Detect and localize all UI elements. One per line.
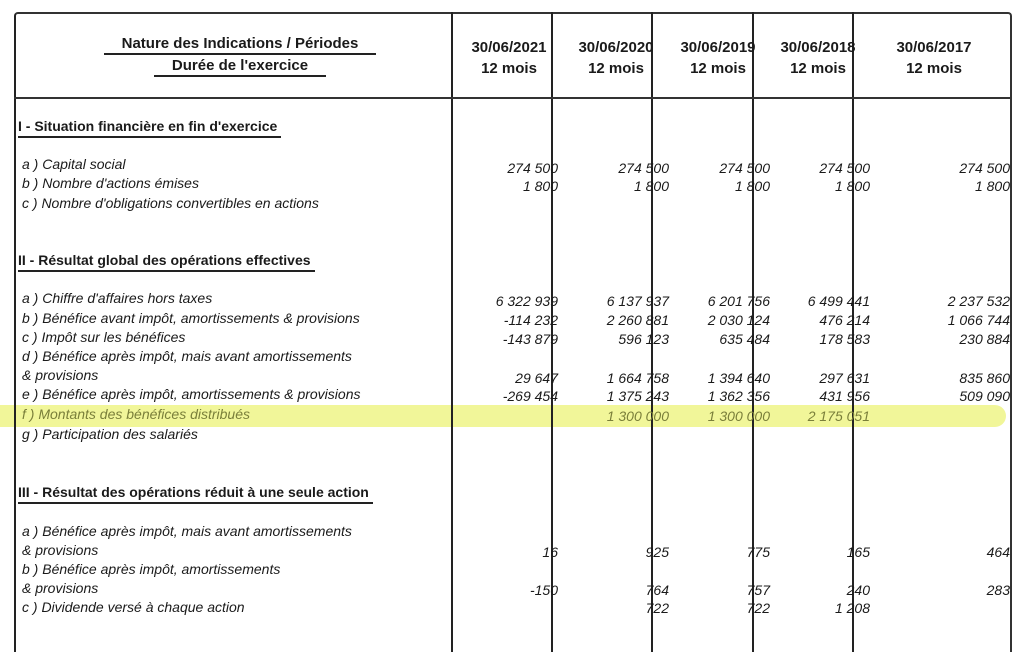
cell-value: 274 500 (719, 160, 770, 176)
cell-value: 1 066 744 (947, 312, 1010, 328)
cell-value: 476 214 (819, 312, 870, 328)
cell-value: 2 030 124 (707, 312, 770, 328)
cell-value: 274 500 (959, 160, 1010, 176)
cell-value: 835 860 (959, 370, 1010, 386)
cell-value: 925 (645, 544, 669, 560)
cell-value: 464 (986, 544, 1010, 560)
cell-value: 2 260 881 (606, 312, 669, 328)
cell-value: -269 454 (502, 388, 558, 404)
cell-value: 1 362 356 (707, 388, 770, 404)
row-label-benefices-distribues: f ) Montants des bénéfices distribués (22, 406, 251, 422)
row-label-impot-benefices: c ) Impôt sur les bénéfices (22, 329, 186, 345)
cell-value: -143 879 (502, 331, 558, 347)
row-label-continuation: & provisions (22, 367, 99, 383)
row-label-benefice-apres-impot-avant-amort: d ) Bénéfice après impôt, mais avant amortissements (22, 348, 352, 364)
cell-value: 6 499 441 (807, 293, 870, 309)
cell-value: 757 (746, 582, 770, 598)
cell-value: 274 500 (819, 160, 870, 176)
row-label-capital-social: a ) Capital social (22, 156, 126, 172)
cell-value: 775 (746, 544, 770, 560)
row-label-continuation: & provisions (22, 580, 99, 596)
cell-value: 2 175 051 (807, 408, 870, 424)
column-header-2021: 30/06/2021 12 mois (471, 39, 547, 77)
cell-value: 1 800 (974, 178, 1010, 194)
row-label-continuation: & provisions (22, 542, 99, 558)
cell-value: 274 500 (618, 160, 669, 176)
column-header-2018: 30/06/2018 12 mois (780, 39, 856, 77)
row-label-benefice-apres-impot: e ) Bénéfice après impôt, amortissements & provisions (22, 386, 361, 402)
column-header-2020: 30/06/2020 12 mois (578, 39, 654, 77)
cell-value: 596 123 (618, 331, 669, 347)
cell-value: 431 956 (819, 388, 870, 404)
cell-value: 1 208 (834, 600, 870, 616)
cell-value: 6 322 939 (495, 293, 558, 309)
cell-value: 722 (645, 600, 669, 616)
row-label-benefice-avant-impot: b ) Bénéfice avant impôt, amortissements & provisions (22, 310, 360, 326)
cell-value: 509 090 (959, 388, 1010, 404)
section-title-resultat-global: II - Résultat global des opérations effectives (18, 252, 315, 272)
cell-value: 1 300 000 (606, 408, 669, 424)
section-title-resultat-par-action: III - Résultat des opérations réduit à une seule action (18, 484, 373, 504)
row-label-dividende-par-action: c ) Dividende versé à chaque action (22, 599, 245, 615)
cell-value: 1 394 640 (707, 370, 770, 386)
row-label-nombre-actions: b ) Nombre d'actions émises (22, 175, 199, 191)
cell-value: 29 647 (515, 370, 558, 386)
cell-value: -150 (529, 582, 558, 598)
row-label-chiffre-affaires: a ) Chiffre d'affaires hors taxes (22, 290, 213, 306)
column-header-2019: 30/06/2019 12 mois (680, 39, 756, 77)
column-header-2017: 30/06/2017 12 mois (896, 39, 972, 77)
header-label-periods: Nature des Indications / Périodes (60, 35, 420, 55)
cell-value: 1 800 (734, 178, 770, 194)
cell-value: 2 237 532 (947, 293, 1010, 309)
cell-value: 722 (746, 600, 770, 616)
cell-value: 1 800 (522, 178, 558, 194)
cell-value: 16 (542, 544, 558, 560)
row-label-obligations: c ) Nombre d'obligations convertibles en actions (22, 195, 319, 211)
header-label-duration: Durée de l'exercice (60, 57, 420, 77)
row-label-par-action-avant-amort: a ) Bénéfice après impôt, mais avant amortissements (22, 523, 352, 539)
column-divider (451, 12, 453, 652)
header-divider (14, 97, 1012, 99)
cell-value: -114 232 (503, 312, 558, 328)
cell-value: 178 583 (819, 331, 870, 347)
cell-value: 297 631 (819, 370, 870, 386)
cell-value: 1 375 243 (606, 388, 669, 404)
cell-value: 1 664 758 (606, 370, 669, 386)
cell-value: 283 (986, 582, 1010, 598)
cell-value: 6 201 756 (707, 293, 770, 309)
section-title-situation-financiere: I - Situation financière en fin d'exercice (18, 118, 281, 138)
row-label-par-action-apres-amort: b ) Bénéfice après impôt, amortissements (22, 561, 281, 577)
cell-value: 1 300 000 (707, 408, 770, 424)
cell-value: 240 (846, 582, 870, 598)
cell-value: 6 137 937 (606, 293, 669, 309)
cell-value: 1 800 (633, 178, 669, 194)
cell-value: 230 884 (959, 331, 1010, 347)
cell-value: 764 (645, 582, 669, 598)
cell-value: 274 500 (507, 160, 558, 176)
cell-value: 635 484 (719, 331, 770, 347)
cell-value: 1 800 (834, 178, 870, 194)
cell-value: 165 (846, 544, 870, 560)
row-label-participation-salaries: g ) Participation des salariés (22, 426, 198, 442)
